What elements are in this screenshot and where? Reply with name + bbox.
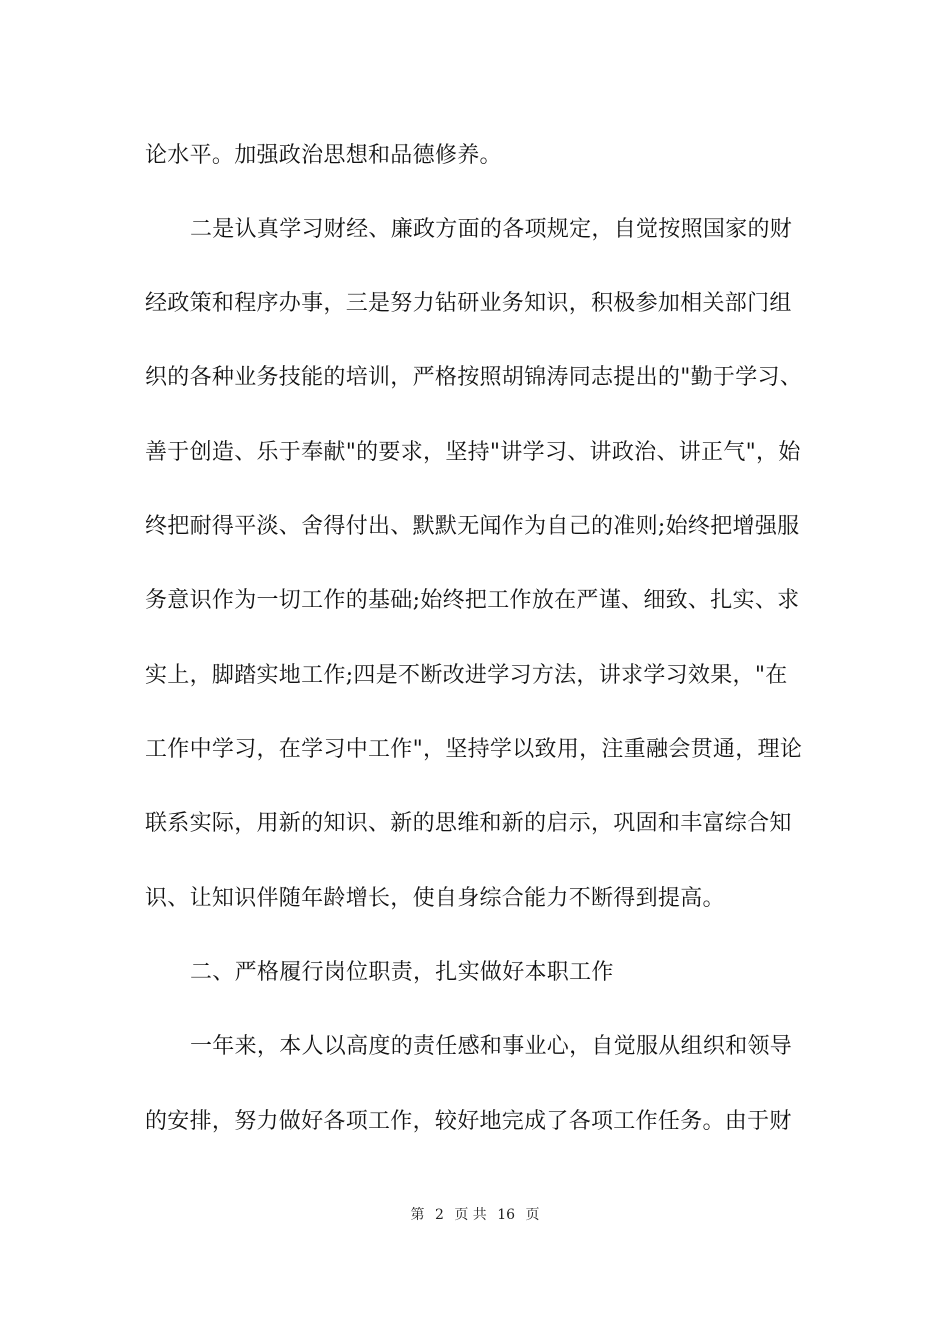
footer-suffix: 页 [525, 1207, 540, 1223]
paragraph-line: 终把耐得平淡、舍得付出、默默无闻作为自己的准则;始终把增强服 [145, 514, 800, 539]
footer-page-number: 2 [434, 1207, 444, 1223]
paragraph-line: 善于创造、乐于奉献"的要求，坚持"讲学习、讲政治、讲正气"，始 [145, 440, 801, 465]
paragraph-line: 实上，脚踏实地工作;四是不断改进学习方法，讲求学习效果，"在 [145, 663, 788, 688]
footer-total-pages: 16 [497, 1207, 516, 1223]
paragraph-line: 的安排，努力做好各项工作，较好地完成了各项工作任务。由于财 [145, 1109, 792, 1134]
paragraph-line: 二是认真学习财经、廉政方面的各项规定，自觉按照国家的财 [190, 217, 793, 242]
paragraph-line: 工作中学习，在学习中工作"，坚持学以致用，注重融会贯通，理论 [145, 737, 803, 762]
paragraph-line: 一年来，本人以高度的责任感和事业心，自觉服从组织和领导 [190, 1034, 793, 1059]
page-footer [0, 1206, 950, 1224]
paragraph-line: 联系实际，用新的知识、新的思维和新的启示，巩固和丰富综合知 [145, 811, 792, 836]
paragraph-line: 务意识作为一切工作的基础;始终把工作放在严谨、细致、扎实、求 [145, 588, 800, 613]
section-heading: 二、严格履行岗位职责，扎实做好本职工作 [190, 960, 614, 985]
paragraph-line: 经政策和程序办事，三是努力钻研业务知识，积极参加相关部门组 [145, 291, 792, 316]
paragraph-line: 论水平。加强政治思想和品德修养。 [145, 143, 502, 168]
footer-prefix: 第 [410, 1207, 425, 1223]
paragraph-line: 识、让知识伴随年龄增长，使自身综合能力不断得到提高。 [145, 886, 725, 911]
footer-middle: 页 共 [454, 1207, 487, 1223]
paragraph-line: 织的各种业务技能的培训，严格按照胡锦涛同志提出的"勤于学习、 [145, 365, 803, 390]
